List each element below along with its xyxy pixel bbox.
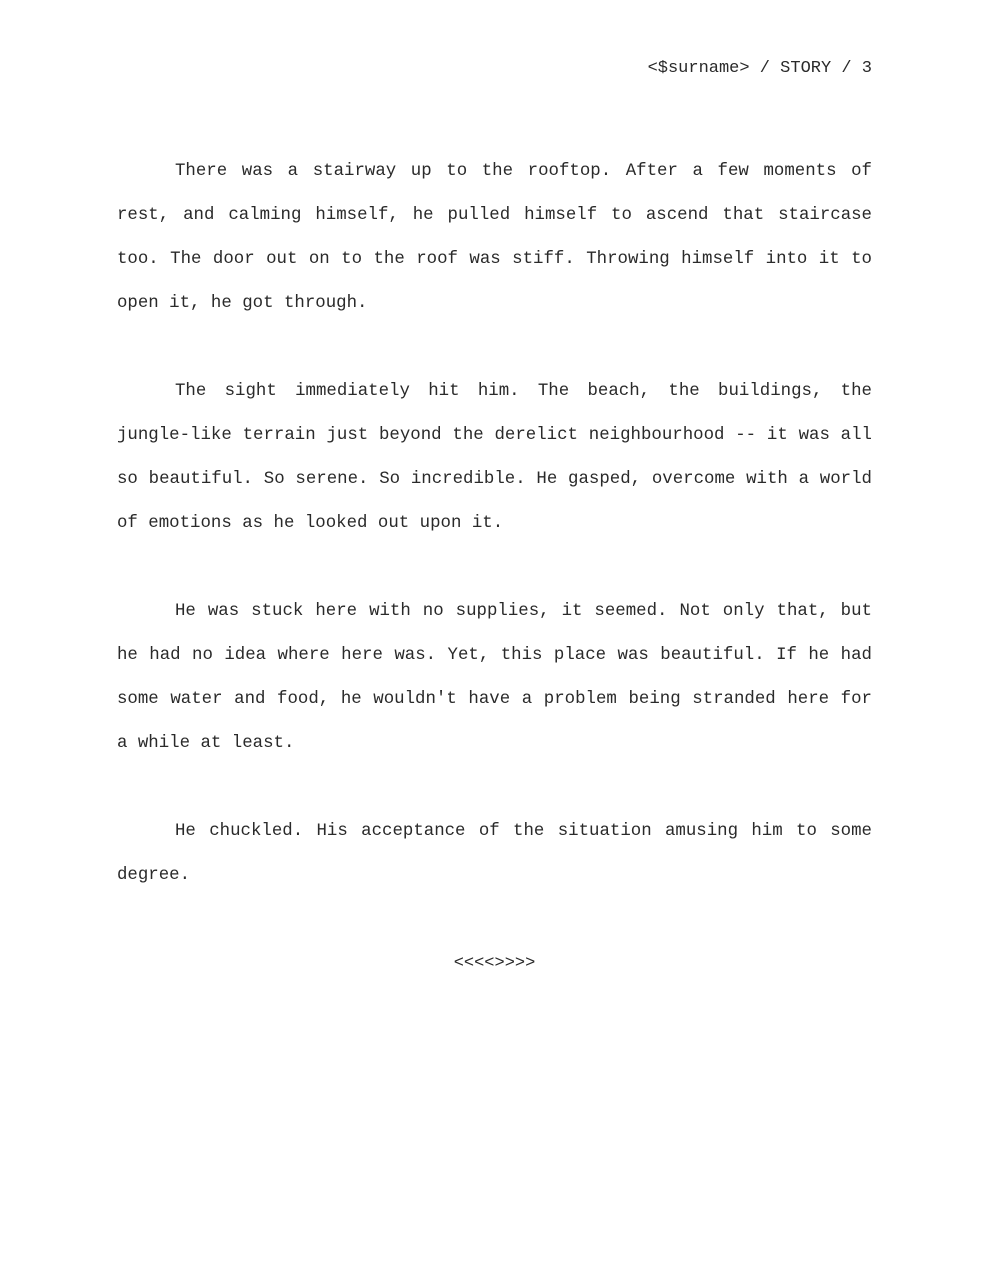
story-body [117,150,872,986]
paragraph-1: There was a stairway up to the rooftop. After a few moments of rest, and calming himself, he pulled himself to ascend that staircase too. The door out on to the roof was stiff. Throwing himself into it to open it, he got through. [117,162,872,313]
scene-break: <<<<>>>> [453,954,536,973]
paragraph-2: The sight immediately hit him. The beach, the buildings, the jungle-like terrain just beyond the derelict neighbourhood -- it was all so beautiful. So serene. So incredible. He gasped, overcome with a world of emotions as he looked out upon it. [117,382,872,533]
running-header: <$surname> / STORY / 3 [647,59,872,78]
paragraph-4: He chuckled. His acceptance of the situation amusing him to some degree. [117,822,872,885]
paragraph-3: He was stuck here with no supplies, it seemed. Not only that, but he had no idea where here was. Yet, this place was beautiful. If he had some water and food, he wouldn't have a problem being stranded here for a while at least. [117,602,872,753]
